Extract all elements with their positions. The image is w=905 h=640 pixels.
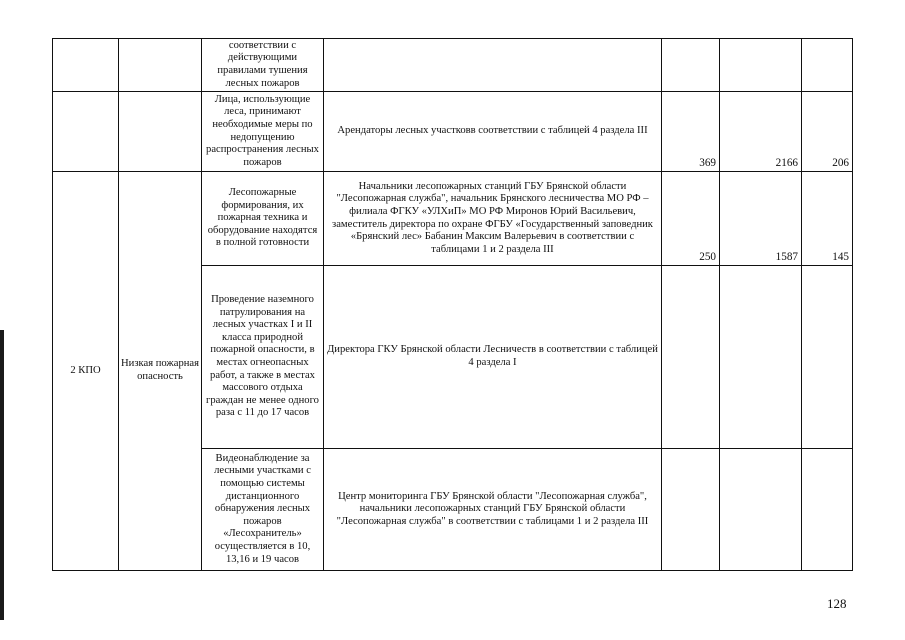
value-cell: 2166 [720, 92, 802, 172]
responsible-cell: Арендаторы лесных участковв соответствии с таблицей 4 раздела III [324, 92, 662, 172]
value-cell: 369 [662, 92, 720, 172]
zone-description-cell: Низкая пожарная опасность [119, 172, 202, 571]
value-cell [662, 39, 720, 92]
responsible-cell [324, 39, 662, 92]
measure-cell: Лица, использующие леса, принимают необходимые меры по недопущению распространения лесных пожаров [202, 92, 324, 172]
responsible-cell: Центр мониторинга ГБУ Брянской области "Лесопожарная служба", начальники лесопожарных станций ГБУ Брянской области "Лесопожарная служба" в соответствии с таблицами 1 и 2 раздела III [324, 449, 662, 571]
value-cell [720, 266, 802, 449]
zone-level-cell [53, 92, 119, 172]
page-number: 128 [827, 596, 847, 611]
value-cell [720, 449, 802, 571]
value-cell: 250 [662, 172, 720, 266]
zone-level-cell [53, 39, 119, 92]
value-cell [662, 266, 720, 449]
scan-edge-mark [0, 330, 4, 620]
value-cell [802, 449, 853, 571]
zone-description-cell [119, 39, 202, 92]
table-row [53, 172, 853, 266]
value-cell [662, 449, 720, 571]
value-cell: 206 [802, 92, 853, 172]
table-row [53, 92, 853, 172]
zone-level-cell: 2 КПО [53, 172, 119, 571]
fire-measures-table [52, 38, 853, 571]
table-row [53, 39, 853, 92]
value-cell [802, 39, 853, 92]
responsible-cell: Директора ГКУ Брянской области Лесничеств в соответствии с таблицей 4 раздела I [324, 266, 662, 449]
value-cell [720, 39, 802, 92]
responsible-cell: Начальники лесопожарных станций ГБУ Брянской области "Лесопожарная служба", начальник Брянского лесничества МО РФ –филиала ФГКУ «УЛХиП» МО РФ Миронов Юрий Васильевич, заместитель директора по охране ФГБУ «Государственный заповедник «Брянский лес» Бабанин Максим Валерьевич в соответствии с таблицами 1 и 2 раздела III [324, 172, 662, 266]
zone-description-cell [119, 92, 202, 172]
value-cell: 145 [802, 172, 853, 266]
value-cell [802, 266, 853, 449]
measure-cell: Видеонаблюдение за лесными участками с помощью системы дистанционного обнаружения лесных пожаров «Лесохранитель» осуществляется в 10, 13,16 и 19 часов [202, 449, 324, 571]
value-cell: 1587 [720, 172, 802, 266]
measure-cell: Лесопожарные формирования, их пожарная техника и оборудование находятся в полной готовности [202, 172, 324, 266]
measure-cell: соответствии с действующими правилами тушения лесных пожаров [202, 39, 324, 92]
measure-cell: Проведение наземного патрулирования на лесных участках I и II класса природной пожарной опасности, в местах огнеопасных работ, а также в местах массового отдыха граждан не менее одного раза с 11 до 17 часов [202, 266, 324, 449]
